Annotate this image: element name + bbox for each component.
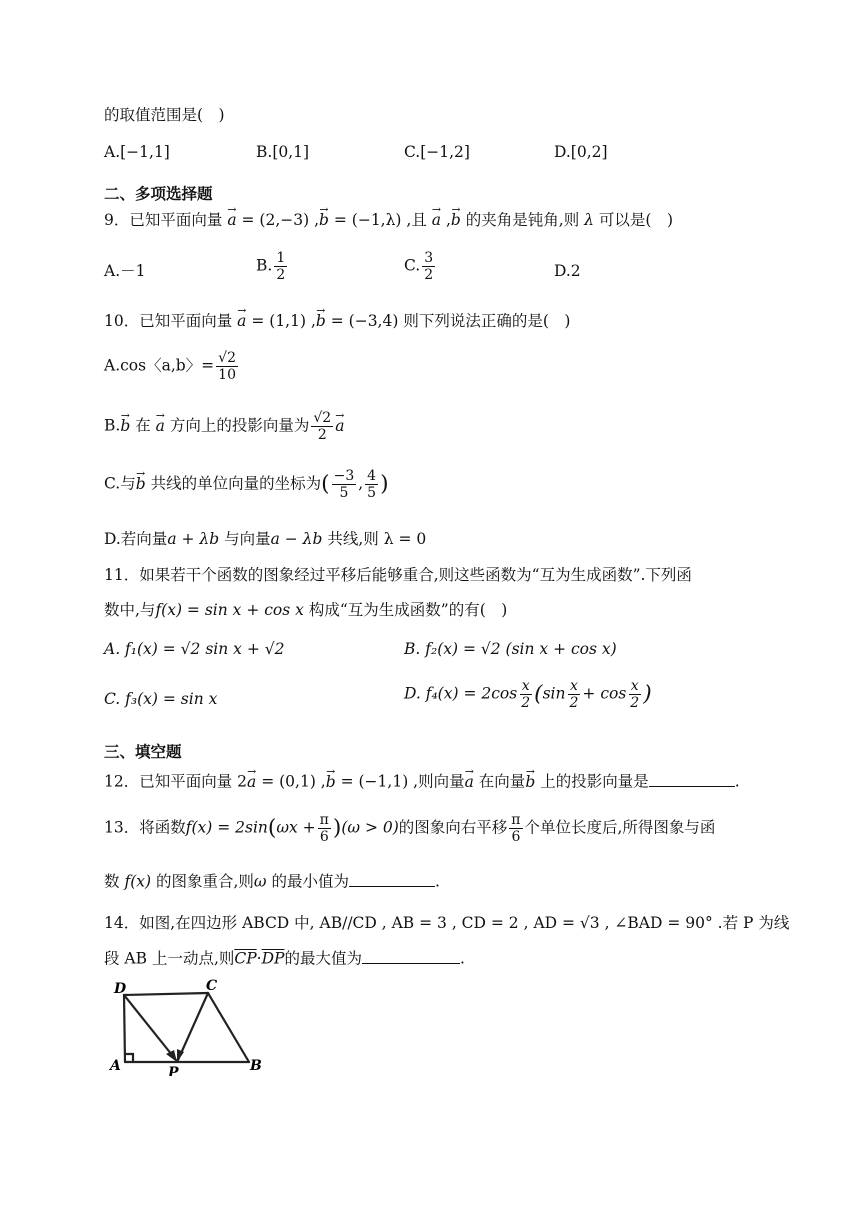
q14-line2-prefix: 段 AB 上一动点,则 [104, 949, 235, 968]
figure-arrowhead-dp [166, 1050, 177, 1062]
q12-answer-blank[interactable] [649, 770, 735, 787]
q10-b-def: = (−3,4) [330, 312, 399, 330]
figure-segment-dc [124, 993, 208, 995]
q11-option-d-prefix: D. f₄(x) = 2cos [404, 684, 518, 703]
q10-option-d-end: 共线,则 λ = 0 [327, 530, 427, 548]
q10-option-d-mid: 与向量 [224, 530, 271, 548]
q9-prefix: 9．已知平面向量 [104, 211, 223, 229]
q13-line2-prefix: 数 [104, 872, 120, 891]
q13-line2-end: 的最小值为 [271, 872, 349, 891]
q14-dot: · [256, 949, 262, 968]
q10-option-a-angle: 〈a,b〉= [146, 356, 215, 375]
q9-option-d: D.2 [554, 262, 581, 280]
q10-option-b-label: B. [104, 416, 121, 435]
q12-b-def: = (−1,1) ,则向量 [340, 772, 465, 791]
q10-option-b-mid2: 方向上的投影向量为 [169, 416, 310, 435]
figure-segment-dp [124, 995, 176, 1060]
q11-option-d-sin: sin [542, 684, 566, 703]
q13-prefix: 13．将函数 [104, 818, 186, 837]
q14-quadrilateral-figure [104, 976, 274, 1076]
figure-label-c: C [206, 978, 218, 994]
q10-stem: 10．已知平面向量 → a = (1,1) ,→ b = (−3,4) 则下列说法正确的是( ) [104, 312, 570, 331]
q10-prefix: 10．已知平面向量 [104, 312, 233, 330]
q10-option-d-expr1: a + λb [167, 530, 220, 548]
figure-label-a: A [110, 1058, 121, 1074]
q13-end: 个单位长度后,所得图象与函 [524, 818, 716, 837]
figure-label-d: D [114, 981, 127, 997]
q9-option-c-fraction: $\frac{3}{2}$ [424, 250, 434, 284]
q12-stem: 12．已知平面向量 2→ a = (0,1) ,→ b = (−1,1) ,则向量→ a 在向量→ b 上的投影向量是 . [104, 770, 740, 791]
q11-line2-expr: f(x) = sin x + cos x [155, 601, 304, 619]
q11-stem-line1: 11．如果若干个函数的图象经过平移后能够重合,则这些函数为“互为生成函数”.下列函 [104, 566, 692, 584]
q9-option-c [404, 250, 437, 283]
q10-option-a [104, 350, 240, 383]
q12-mid: 在向量 [478, 772, 526, 791]
figure-segment-cp [178, 993, 208, 1060]
q13-line2-omega: ω [253, 872, 267, 891]
q14-line2-end: 的最大值为 [284, 949, 362, 968]
q12-prefix: 12．已知平面向量 2 [104, 772, 248, 791]
q10-option-b: B.→ b 在 → a 方向上的投影向量为 $\frac{√2}{2}$ → a [104, 410, 344, 443]
q12-end: 上的投影向量是 [540, 772, 649, 791]
section-heading-fill-in: 三、填空题 [104, 743, 182, 761]
q13-stem-line1: 13．将函数f(x) = 2sin(ωx + $\frac{\pi}{6}$ )(ω > 0)的图象向右平移 $\frac{\pi}{6}$ 个单位长度后,所得图象与函 [104, 812, 716, 846]
q8-stem-tail: 的取值范围是( ) [104, 106, 225, 124]
q9-end: 可以是( ) [598, 211, 674, 229]
q13-line2-mid: 的图象重合,则 [155, 872, 254, 891]
q10-option-d-label: D.若向量 [104, 530, 168, 548]
q8-option-c: C.[−1,2] [404, 143, 470, 161]
q11-option-b: B. f₂(x) = √2 (sin x + cos x) [404, 640, 617, 658]
q14-stem-line1: 14．如图,在四边形 ABCD 中, AB//CD , AB = 3 , CD = 2 , AD = √3 , ∠BAD = 90° .若 P 为线 [104, 914, 790, 932]
q11-stem-line2 [104, 601, 507, 620]
q8-option-b: B.[0,1] [256, 143, 310, 161]
figure-label-p: P [168, 1065, 179, 1076]
q10-option-b-mid1: 在 [135, 416, 151, 435]
q14-dp-vector: $\overline{DP}$ [261, 949, 285, 968]
q13-cond: (ω > 0) [341, 818, 399, 837]
q13-line2-expr: f(x) [124, 872, 152, 891]
q9-option-b-fraction: $\frac{1}{2}$ [276, 250, 286, 284]
q14-cp-vector: $\overline{CP}$ [234, 949, 257, 968]
q9-option-b [256, 250, 289, 283]
q10-option-b-fraction: $\frac{√2}{2}$ [313, 410, 332, 444]
q14-answer-blank[interactable] [362, 947, 460, 964]
q11-option-a: A. f₁(x) = √2 sin x + √2 [104, 640, 285, 658]
q10-option-c-mid: 共线的单位向量的坐标为 [150, 474, 322, 493]
section-heading-multiple-choice: 二、多项选择题 [104, 185, 213, 203]
q11-option-d-plus: + cos [582, 684, 627, 703]
q9-stem: 9．已知平面向量 → a = (2,−3) ,→ b = (−1,λ) ,且 → a ,→ b 的夹角是钝角,则 λ 可以是( ) [104, 211, 673, 230]
q11-option-d: D. f₄(x) = 2cos $\frac{x}{2}$ (sin $\frac{x}{2}$ + cos $\frac{x}{2}$ ) [404, 678, 652, 712]
q10-option-c-label: C.与 [104, 474, 136, 493]
q9-option-b-label: B. [256, 256, 273, 275]
q13-answer-blank[interactable] [349, 870, 435, 887]
figure-right-angle-mark [125, 1054, 133, 1062]
q10-option-a-label: A.cos [104, 356, 147, 375]
figure-segment-da [124, 995, 125, 1062]
q13-expr: f(x) = 2sin [185, 818, 268, 837]
q9-a-def: = (2,−3) , [241, 211, 319, 229]
q10-end: 则下列说法正确的是( ) [403, 312, 571, 330]
q10-option-d-expr2: a − λb [270, 530, 323, 548]
q9-option-a: A.－1 [104, 262, 146, 280]
q9-mid: 的夹角是钝角,则 [465, 211, 580, 229]
q11-option-c: C. f₃(x) = sin x [104, 690, 218, 708]
q11-line2-prefix: 数中,与 [104, 601, 156, 619]
q14-stem-line2: 段 AB 上一动点,则$\overline{CP}\cdot\overline{DP}$的最大值为 . [104, 947, 465, 968]
q13-inner: ωx + [276, 818, 316, 837]
q8-option-a: A.[−1,1] [104, 143, 170, 161]
q13-stem-line2: 数 f(x) 的图象重合,则ω 的最小值为 . [104, 870, 440, 891]
q9-option-c-label: C. [404, 256, 421, 275]
q13-mid: 的图象向右平移 [398, 818, 508, 837]
q10-option-a-fraction: $\frac{√2}{10}$ [218, 350, 236, 384]
figure-segment-cb [208, 993, 249, 1062]
q12-a-def: = (0,1) , [261, 772, 326, 791]
q10-a-def: = (1,1) , [251, 312, 316, 330]
q10-option-c: C.与→ b 共线的单位向量的坐标为( $\frac{-3}{5}$ , $\frac{4}{5}$ ) [104, 468, 389, 501]
q10-option-d [104, 530, 426, 549]
figure-label-b: B [250, 1058, 262, 1074]
q8-option-d: D.[0,2] [554, 143, 608, 161]
q9-b-def: = (−1,λ) ,且 [333, 211, 427, 229]
q11-line2-suffix: 构成“互为生成函数”的有( ) [308, 601, 508, 619]
